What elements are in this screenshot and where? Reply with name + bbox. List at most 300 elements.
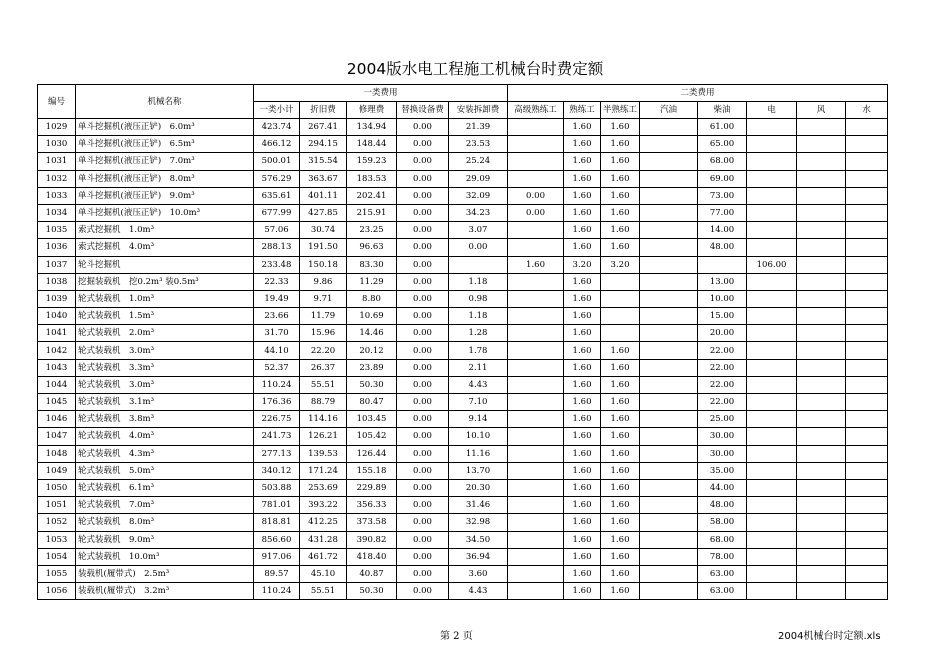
row-cell: 110.24 [254,376,300,393]
table-row [38,565,888,582]
row-cell: 1.60 [564,583,601,600]
subheader-cell: 折旧费 [300,102,347,119]
row-cell: 55.51 [300,583,347,600]
row-id: 1033 [38,187,76,204]
row-cell: 22.00 [698,359,747,376]
row-cell: 0.00 [397,394,449,411]
file-name: 2004机械台时定额.xls [778,631,881,642]
row-cell: 55.51 [300,376,347,393]
row-cell [640,136,698,153]
table-row [38,119,888,136]
row-cell: 0.00 [397,119,449,136]
row-cell: 1.60 [564,565,601,582]
row-cell: 114.16 [300,411,347,428]
row-cell [640,394,698,411]
row-cell: 68.00 [698,531,747,548]
row-cell [508,136,564,153]
row-cell [747,359,797,376]
row-cell: 110.24 [254,583,300,600]
row-cell: 0.00 [397,445,449,462]
row-cell: 0.00 [397,290,449,307]
row-cell [797,394,846,411]
row-cell: 9.14 [449,411,508,428]
row-cell [846,531,888,548]
row-name: 轮式装载机 6.1m³ [76,479,254,496]
row-cell [747,411,797,428]
row-cell: 31.70 [254,325,300,342]
row-cell [846,239,888,256]
row-cell: 20.30 [449,479,508,496]
row-cell: 1.60 [601,187,640,204]
row-cell: 34.23 [449,204,508,221]
table-row [38,428,888,445]
header-name: 机械名称 [76,85,254,119]
row-cell [747,428,797,445]
row-name: 单斗挖掘机(液压正铲) 10.0m³ [76,204,254,221]
row-cell [640,239,698,256]
row-cell [846,153,888,170]
row-cell [747,170,797,187]
row-cell: 30.00 [698,445,747,462]
row-cell: 48.00 [698,497,747,514]
row-cell: 427.85 [300,204,347,221]
row-cell [508,514,564,531]
row-cell: 1.60 [564,239,601,256]
row-cell: 1.60 [601,479,640,496]
subheader-cell: 安装拆卸费 [449,102,508,119]
row-cell [508,170,564,187]
row-cell [747,308,797,325]
row-cell: 1.78 [449,342,508,359]
row-cell: 14.46 [347,325,397,342]
row-cell: 4.43 [449,583,508,600]
row-cell [797,325,846,342]
row-cell: 393.22 [300,497,347,514]
row-cell: 22.00 [698,342,747,359]
row-cell: 15.00 [698,308,747,325]
row-cell: 500.01 [254,153,300,170]
row-cell: 78.00 [698,548,747,565]
row-cell: 8.80 [347,290,397,307]
row-cell [846,479,888,496]
row-cell: 3.20 [601,256,640,273]
row-cell: 288.13 [254,239,300,256]
subheader-cell: 高级熟练工 [508,102,564,119]
header-group-1: 一类费用 [254,85,508,102]
row-cell: 32.98 [449,514,508,531]
row-cell: 58.00 [698,514,747,531]
row-cell: 1.60 [601,394,640,411]
row-name: 轮式装载机 3.8m³ [76,411,254,428]
table-row [38,342,888,359]
row-cell [747,204,797,221]
row-cell: 1.60 [564,359,601,376]
row-cell [601,290,640,307]
row-cell: 83.30 [347,256,397,273]
row-cell: 9.86 [300,273,347,290]
row-cell [640,256,698,273]
row-cell [846,583,888,600]
subheader-cell: 替换设备费 [397,102,449,119]
row-cell: 1.60 [564,428,601,445]
row-name: 轮式装载机 4.0m³ [76,428,254,445]
row-name: 轮式装载机 9.0m³ [76,531,254,548]
row-cell [846,136,888,153]
row-id: 1049 [38,462,76,479]
row-cell: 0.00 [397,239,449,256]
row-id: 1034 [38,204,76,221]
row-cell [846,222,888,239]
row-cell: 1.60 [564,290,601,307]
row-cell [508,153,564,170]
row-name: 轮式装载机 1.5m³ [76,308,254,325]
row-cell: 139.53 [300,445,347,462]
header-id: 编号 [38,85,76,119]
row-cell [747,239,797,256]
row-cell [747,583,797,600]
row-cell [640,325,698,342]
row-name: 单斗挖掘机(液压正铲) 6.0m³ [76,119,254,136]
row-cell: 22.00 [698,394,747,411]
row-cell: 0.00 [397,170,449,187]
row-cell: 0.00 [397,548,449,565]
table-row [38,531,888,548]
row-cell: 1.60 [564,514,601,531]
row-cell [797,376,846,393]
row-cell: 1.60 [564,342,601,359]
row-cell: 23.89 [347,359,397,376]
row-cell: 1.60 [564,136,601,153]
row-cell [846,119,888,136]
row-cell [747,119,797,136]
row-id: 1040 [38,308,76,325]
row-cell [797,359,846,376]
sheet-title: 2004版水电工程施工机械台时费定额 [346,60,604,78]
row-name: 单斗挖掘机(液压正铲) 8.0m³ [76,170,254,187]
row-cell: 1.60 [601,548,640,565]
row-name: 轮式装载机 10.0m³ [76,548,254,565]
table-row [38,256,888,273]
row-cell: 0.00 [397,342,449,359]
row-cell: 23.66 [254,308,300,325]
table-row [38,445,888,462]
cost-table [37,84,888,600]
row-cell: 3.60 [449,565,508,582]
row-cell: 1.60 [601,428,640,445]
row-cell [797,428,846,445]
row-id: 1048 [38,445,76,462]
row-cell: 1.60 [564,325,601,342]
row-id: 1041 [38,325,76,342]
row-cell: 1.60 [601,583,640,600]
row-cell: 677.99 [254,204,300,221]
row-cell: 253.69 [300,479,347,496]
row-cell: 635.61 [254,187,300,204]
row-cell: 183.53 [347,170,397,187]
row-cell: 0.00 [397,565,449,582]
row-cell [797,136,846,153]
row-cell [640,342,698,359]
row-cell: 0.00 [397,273,449,290]
row-cell [797,462,846,479]
row-cell: 1.60 [601,411,640,428]
row-cell [640,170,698,187]
row-id: 1032 [38,170,76,187]
row-cell: 25.24 [449,153,508,170]
table-row [38,583,888,600]
row-id: 1030 [38,136,76,153]
row-cell: 96.63 [347,239,397,256]
row-cell [508,308,564,325]
row-cell: 50.30 [347,583,397,600]
row-cell [747,548,797,565]
row-id: 1036 [38,239,76,256]
row-cell: 1.60 [601,565,640,582]
row-cell: 1.28 [449,325,508,342]
row-cell: 20.12 [347,342,397,359]
row-cell [640,222,698,239]
row-cell: 35.00 [698,462,747,479]
row-cell [508,119,564,136]
row-name: 轮式装载机 3.3m³ [76,359,254,376]
row-cell: 63.00 [698,583,747,600]
row-cell: 1.60 [564,462,601,479]
row-cell [747,325,797,342]
row-cell: 19.49 [254,290,300,307]
row-id: 1050 [38,479,76,496]
row-cell: 1.60 [601,376,640,393]
row-cell: 0.00 [397,222,449,239]
row-cell: 105.42 [347,428,397,445]
row-cell: 1.60 [601,497,640,514]
row-cell [747,479,797,496]
row-cell [640,204,698,221]
row-cell: 32.09 [449,187,508,204]
row-cell: 30.00 [698,428,747,445]
row-cell: 423.74 [254,119,300,136]
row-cell: 315.54 [300,153,347,170]
row-cell [747,153,797,170]
subheader-cell: 熟练工 [564,102,601,119]
row-cell: 241.73 [254,428,300,445]
row-cell: 1.60 [564,479,601,496]
row-cell: 0.00 [449,239,508,256]
row-id: 1054 [38,548,76,565]
row-cell [797,308,846,325]
row-cell [640,428,698,445]
row-cell [797,342,846,359]
row-cell [747,136,797,153]
row-cell: 44.00 [698,479,747,496]
row-cell: 69.00 [698,170,747,187]
table-row [38,273,888,290]
row-cell: 48.00 [698,239,747,256]
row-name: 轮式装载机 3.1m³ [76,394,254,411]
row-cell: 390.82 [347,531,397,548]
row-name: 轮式装载机 7.0m³ [76,497,254,514]
row-cell: 917.06 [254,548,300,565]
row-cell [846,170,888,187]
table-row [38,222,888,239]
row-cell [508,394,564,411]
row-cell: 0.00 [397,583,449,600]
row-cell: 63.00 [698,565,747,582]
row-name: 索式挖掘机 1.0m³ [76,222,254,239]
row-id: 1035 [38,222,76,239]
row-cell [797,187,846,204]
row-cell: 0.00 [397,479,449,496]
row-cell: 176.36 [254,394,300,411]
row-cell: 73.00 [698,187,747,204]
row-cell: 1.60 [564,308,601,325]
table-row [38,497,888,514]
row-name: 轮式装载机 4.3m³ [76,445,254,462]
row-cell [797,531,846,548]
subheader-cell: 风 [797,102,846,119]
subheader-cell: 半熟练工 [601,102,640,119]
row-id: 1047 [38,428,76,445]
row-id: 1046 [38,411,76,428]
row-cell [640,376,698,393]
row-cell [640,445,698,462]
row-name: 轮式装载机 8.0m³ [76,514,254,531]
subheader-cell: 电 [747,102,797,119]
row-cell [747,497,797,514]
row-cell [846,394,888,411]
row-cell [698,256,747,273]
row-cell: 22.00 [698,376,747,393]
row-id: 1055 [38,565,76,582]
row-cell [846,376,888,393]
row-cell [640,479,698,496]
row-cell [846,342,888,359]
row-cell [797,290,846,307]
row-cell: 277.13 [254,445,300,462]
row-cell [747,514,797,531]
row-cell [846,514,888,531]
row-cell [640,308,698,325]
row-cell [601,325,640,342]
row-cell: 10.10 [449,428,508,445]
row-cell [797,204,846,221]
row-cell [846,565,888,582]
row-cell: 1.60 [564,119,601,136]
row-cell [601,273,640,290]
row-cell: 148.44 [347,136,397,153]
row-cell: 215.91 [347,204,397,221]
row-cell: 88.79 [300,394,347,411]
row-cell: 57.06 [254,222,300,239]
row-cell [747,462,797,479]
row-cell: 202.41 [347,187,397,204]
row-cell [846,204,888,221]
row-cell: 15.96 [300,325,347,342]
row-cell: 1.60 [601,239,640,256]
row-cell: 1.60 [564,376,601,393]
row-name: 轮式装载机 1.0m³ [76,290,254,307]
row-cell [797,411,846,428]
row-cell [846,359,888,376]
row-cell: 0.00 [397,497,449,514]
row-cell [601,308,640,325]
row-cell [640,359,698,376]
row-cell: 1.60 [564,170,601,187]
row-name: 单斗挖掘机(液压正铲) 6.5m³ [76,136,254,153]
row-cell: 1.60 [601,222,640,239]
row-cell [797,256,846,273]
row-cell: 226.75 [254,411,300,428]
row-cell [508,273,564,290]
row-cell: 26.37 [300,359,347,376]
row-cell: 1.60 [601,136,640,153]
row-cell: 14.00 [698,222,747,239]
row-cell: 31.46 [449,497,508,514]
row-cell: 503.88 [254,479,300,496]
row-cell [846,497,888,514]
row-cell: 11.79 [300,308,347,325]
row-cell [846,325,888,342]
row-cell: 10.69 [347,308,397,325]
row-name: 轮式装载机 3.0m³ [76,376,254,393]
row-cell: 20.00 [698,325,747,342]
row-cell [797,239,846,256]
subheader-cell: 修理费 [347,102,397,119]
table-row [38,548,888,565]
table-row [38,325,888,342]
row-cell: 10.00 [698,290,747,307]
row-cell [508,462,564,479]
row-cell [747,565,797,582]
row-cell: 126.21 [300,428,347,445]
row-cell: 267.41 [300,119,347,136]
row-cell [508,411,564,428]
row-cell: 11.29 [347,273,397,290]
row-cell: 0.00 [397,531,449,548]
row-cell: 466.12 [254,136,300,153]
table-row [38,359,888,376]
row-cell [508,497,564,514]
row-cell: 0.00 [397,308,449,325]
row-cell: 1.60 [564,411,601,428]
row-name: 单斗挖掘机(液压正铲) 9.0m³ [76,187,254,204]
row-cell [797,153,846,170]
row-cell: 576.29 [254,170,300,187]
row-cell [797,514,846,531]
row-cell [747,290,797,307]
row-cell [797,565,846,582]
row-cell: 4.43 [449,376,508,393]
row-cell [508,222,564,239]
table-row [38,462,888,479]
row-cell: 23.53 [449,136,508,153]
row-cell [640,583,698,600]
header-row-1 [38,85,888,102]
row-cell [846,273,888,290]
header-group-2: 二类费用 [508,85,888,102]
row-cell: 0.00 [508,204,564,221]
row-cell: 1.60 [564,273,601,290]
row-cell: 461.72 [300,548,347,565]
row-cell: 2.11 [449,359,508,376]
row-cell: 0.00 [397,187,449,204]
row-cell [797,170,846,187]
subheader-cell: 水 [846,102,888,119]
row-cell [640,119,698,136]
row-cell: 431.28 [300,531,347,548]
row-name: 挖掘装载机 挖0.2m³ 装0.5m³ [76,273,254,290]
row-cell: 44.10 [254,342,300,359]
row-cell: 89.57 [254,565,300,582]
